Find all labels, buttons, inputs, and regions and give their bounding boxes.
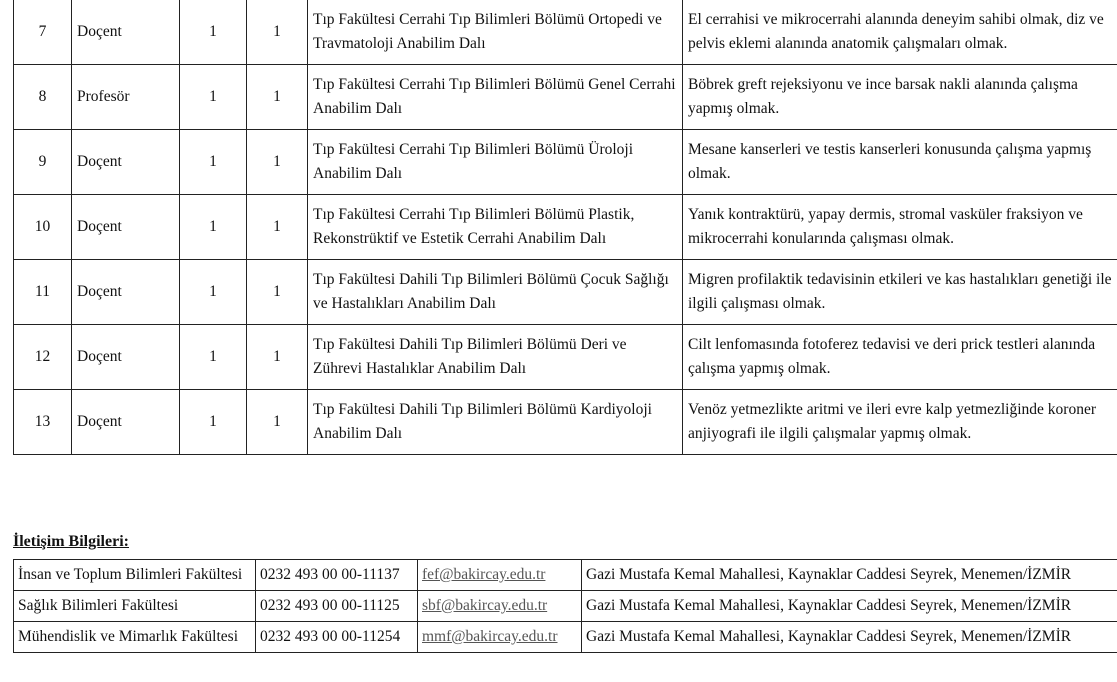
academic-title: Doçent: [72, 260, 180, 325]
phone-number: 0232 493 00 00-11137: [256, 560, 418, 591]
requirement-text: El cerrahisi ve mikrocerrahi alanında deneyim sahibi olmak, diz ve pelvis eklemi alanında anatomik çalışmaları olmak.: [683, 0, 1117, 65]
contact-row: [14, 622, 1117, 653]
department-unit: Tıp Fakültesi Cerrahi Tıp Bilimleri Bölümü Genel Cerrahi Anabilim Dalı: [308, 65, 683, 130]
row-number: 8: [14, 65, 72, 130]
table-row: [14, 260, 1117, 325]
count-a: 1: [180, 325, 247, 390]
email-link[interactable]: sbf@bakircay.edu.tr: [422, 597, 548, 614]
requirement-text: Venöz yetmezlikte aritmi ve ileri evre kalp yetmezliğinde koroner anjiyografi ile ilgili çalışmalar yapmış olmak.: [683, 390, 1117, 455]
row-number: 7: [14, 0, 72, 65]
academic-title: Doçent: [72, 195, 180, 260]
faculty-name: Sağlık Bilimleri Fakültesi: [14, 591, 256, 622]
row-number: 11: [14, 260, 72, 325]
department-unit: Tıp Fakültesi Cerrahi Tıp Bilimleri Bölümü Üroloji Anabilim Dalı: [308, 130, 683, 195]
count-a: 1: [180, 0, 247, 65]
count-a: 1: [180, 130, 247, 195]
email-link[interactable]: mmf@bakircay.edu.tr: [422, 628, 558, 645]
email-cell: [418, 591, 582, 622]
address: Gazi Mustafa Kemal Mahallesi, Kaynaklar Caddesi Seyrek, Menemen/İZMİR: [582, 560, 1117, 591]
contact-table: [13, 559, 1117, 653]
contact-heading: İletişim Bilgileri:: [13, 533, 129, 550]
count-b: 1: [247, 325, 308, 390]
count-a: 1: [180, 195, 247, 260]
count-b: 1: [247, 0, 308, 65]
table-row: [14, 195, 1117, 260]
academic-title: Doçent: [72, 130, 180, 195]
table-row: [14, 0, 1117, 65]
count-b: 1: [247, 195, 308, 260]
table-row: [14, 130, 1117, 195]
academic-title: Doçent: [72, 390, 180, 455]
address: Gazi Mustafa Kemal Mahallesi, Kaynaklar Caddesi Seyrek, Menemen/İZMİR: [582, 591, 1117, 622]
contact-row: [14, 560, 1117, 591]
phone-number: 0232 493 00 00-11254: [256, 622, 418, 653]
email-link[interactable]: fef@bakircay.edu.tr: [422, 566, 546, 583]
requirement-text: Migren profilaktik tedavisinin etkileri ve kas hastalıkları genetiği ile ilgili çalışması olmak.: [683, 260, 1117, 325]
requirement-text: Yanık kontraktürü, yapay dermis, stromal vasküler fraksiyon ve mikrocerrahi konularında çalışması olmak.: [683, 195, 1117, 260]
phone-number: 0232 493 00 00-11125: [256, 591, 418, 622]
department-unit: Tıp Fakültesi Dahili Tıp Bilimleri Bölümü Deri ve Zührevi Hastalıklar Anabilim Dalı: [308, 325, 683, 390]
row-number: 9: [14, 130, 72, 195]
faculty-name: Mühendislik ve Mimarlık Fakültesi: [14, 622, 256, 653]
positions-table: [13, 0, 1117, 455]
row-number: 10: [14, 195, 72, 260]
count-a: 1: [180, 390, 247, 455]
row-number: 13: [14, 390, 72, 455]
contact-row: [14, 591, 1117, 622]
department-unit: Tıp Fakültesi Cerrahi Tıp Bilimleri Bölümü Plastik, Rekonstrüktif ve Estetik Cerrahi Anabilim Dalı: [308, 195, 683, 260]
email-cell: [418, 560, 582, 591]
requirement-text: Böbrek greft rejeksiyonu ve ince barsak nakli alanında çalışma yapmış olmak.: [683, 65, 1117, 130]
table-row: [14, 390, 1117, 455]
requirement-text: Cilt lenfomasında fotoferez tedavisi ve deri prick testleri alanında çalışma yapmış olmak.: [683, 325, 1117, 390]
requirement-text: Mesane kanserleri ve testis kanserleri konusunda çalışma yapmış olmak.: [683, 130, 1117, 195]
academic-title: Doçent: [72, 0, 180, 65]
department-unit: Tıp Fakültesi Dahili Tıp Bilimleri Bölümü Çocuk Sağlığı ve Hastalıkları Anabilim Dalı: [308, 260, 683, 325]
count-a: 1: [180, 260, 247, 325]
count-b: 1: [247, 65, 308, 130]
row-number: 12: [14, 325, 72, 390]
count-a: 1: [180, 65, 247, 130]
count-b: 1: [247, 260, 308, 325]
table-row: [14, 325, 1117, 390]
count-b: 1: [247, 130, 308, 195]
count-b: 1: [247, 390, 308, 455]
department-unit: Tıp Fakültesi Cerrahi Tıp Bilimleri Bölümü Ortopedi ve Travmatoloji Anabilim Dalı: [308, 0, 683, 65]
academic-title: Doçent: [72, 325, 180, 390]
academic-title: Profesör: [72, 65, 180, 130]
faculty-name: İnsan ve Toplum Bilimleri Fakültesi: [14, 560, 256, 591]
address: Gazi Mustafa Kemal Mahallesi, Kaynaklar Caddesi Seyrek, Menemen/İZMİR: [582, 622, 1117, 653]
department-unit: Tıp Fakültesi Dahili Tıp Bilimleri Bölümü Kardiyoloji Anabilim Dalı: [308, 390, 683, 455]
table-row: [14, 65, 1117, 130]
email-cell: [418, 622, 582, 653]
